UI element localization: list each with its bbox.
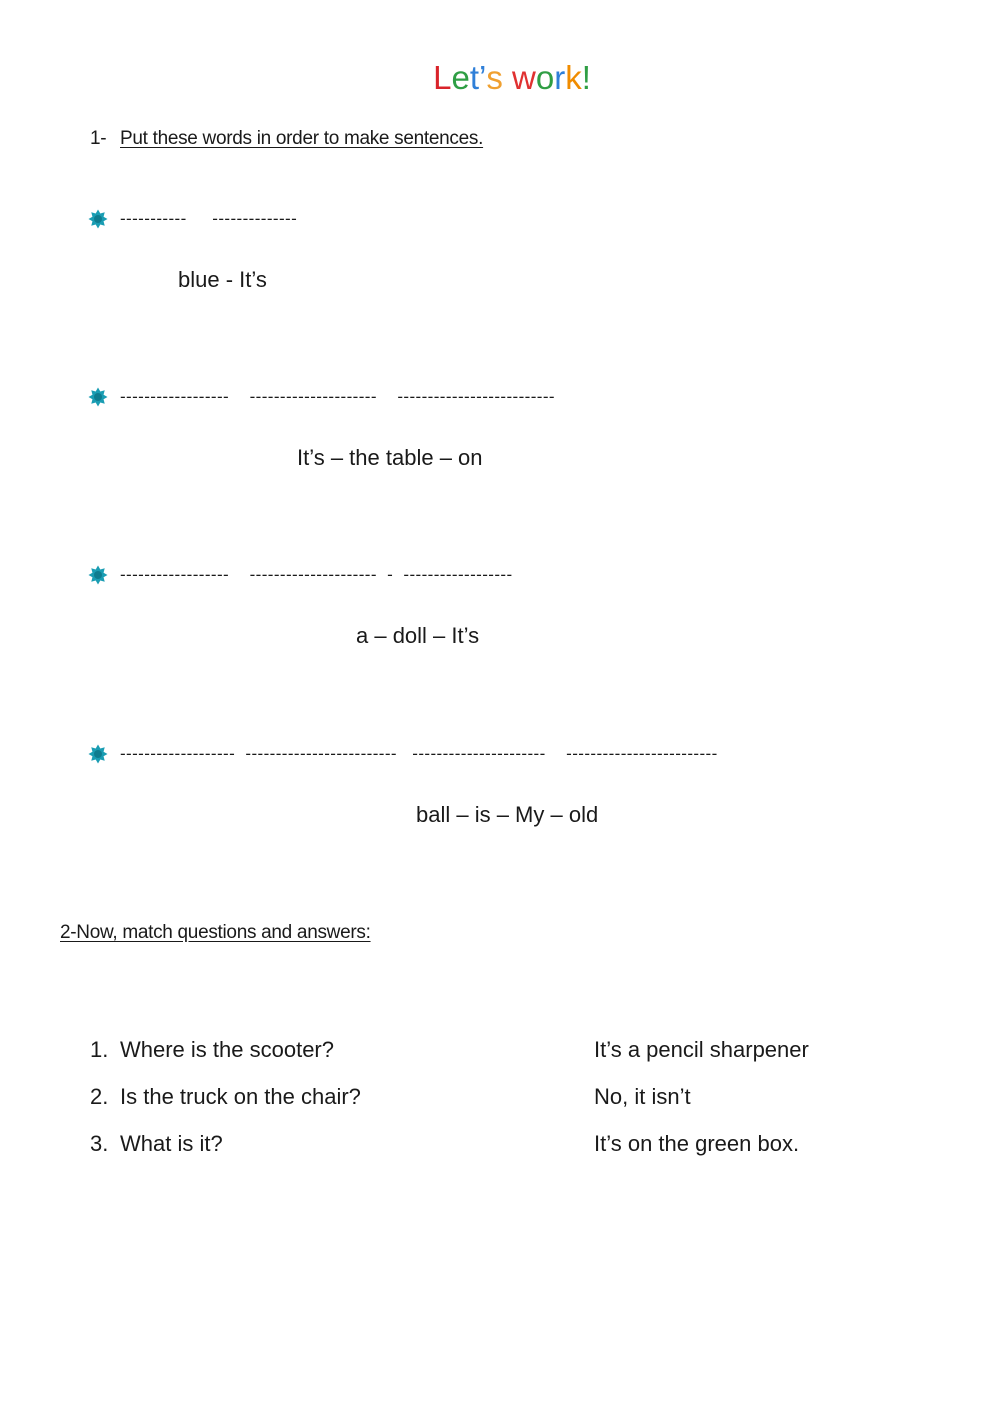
answer-blanks: ------------------ --------------------- - ------------------	[120, 565, 513, 584]
answer-item[interactable]: It’s on the green box.	[594, 1131, 800, 1156]
title-letter: ’	[479, 59, 487, 96]
answer-blank-row-1[interactable]	[88, 207, 298, 231]
title-letter: r	[554, 59, 566, 96]
answer-item[interactable]: It’s a pencil sharpener	[594, 1037, 809, 1062]
sun-bullet-icon	[88, 387, 108, 407]
title-letter: o	[535, 59, 555, 96]
question-number: 3.	[90, 1131, 109, 1156]
answer-blank-row-3[interactable]	[88, 563, 513, 587]
title-letter: t	[469, 59, 479, 96]
question-text: Where is the scooter?	[120, 1037, 334, 1062]
answer-blank-row-4[interactable]	[88, 742, 718, 766]
title-letter: L	[433, 59, 452, 96]
scrambled-words-2: It’s – the table – on	[297, 445, 483, 470]
section1-instruction-text: Put these words in order to make sentences.	[120, 128, 484, 149]
question-item[interactable]	[90, 1036, 334, 1064]
sun-bullet-icon	[88, 565, 108, 585]
section2-instruction-text: 2-Now, match questions and answers:	[60, 922, 371, 943]
question-item[interactable]	[90, 1083, 361, 1111]
page-title	[0, 57, 1000, 99]
title-text	[433, 57, 591, 99]
section1-instruction	[90, 127, 483, 151]
question-item[interactable]	[90, 1130, 223, 1158]
title-letter: k	[565, 59, 582, 96]
scrambled-words-1: blue - It’s	[178, 267, 267, 292]
title-letter: w	[512, 59, 536, 96]
answer-blank-row-2[interactable]	[88, 385, 555, 409]
scrambled-words-4: ball – is – My – old	[416, 802, 599, 827]
title-letter	[503, 57, 512, 99]
question-text: Is the truck on the chair?	[120, 1084, 361, 1109]
section1-number: 1-	[90, 128, 107, 149]
sun-bullet-icon	[88, 209, 108, 229]
scrambled-words-3: a – doll – It’s	[356, 623, 480, 648]
question-number: 2.	[90, 1084, 109, 1109]
section2-instruction	[60, 921, 371, 945]
answer-blanks: ------------------ --------------------- --------------------------	[120, 387, 555, 406]
answer-item[interactable]: No, it isn’t	[594, 1084, 691, 1109]
question-number: 1.	[90, 1037, 109, 1062]
answer-blanks: ----------- --------------	[120, 209, 298, 228]
question-text: What is it?	[120, 1131, 223, 1156]
title-letter: e	[451, 59, 470, 96]
title-letter: !	[581, 59, 591, 96]
answer-blanks: ------------------- ------------------------- ---------------------- -------------------------	[120, 744, 718, 763]
title-letter: s	[486, 59, 503, 96]
sun-bullet-icon	[88, 744, 108, 764]
